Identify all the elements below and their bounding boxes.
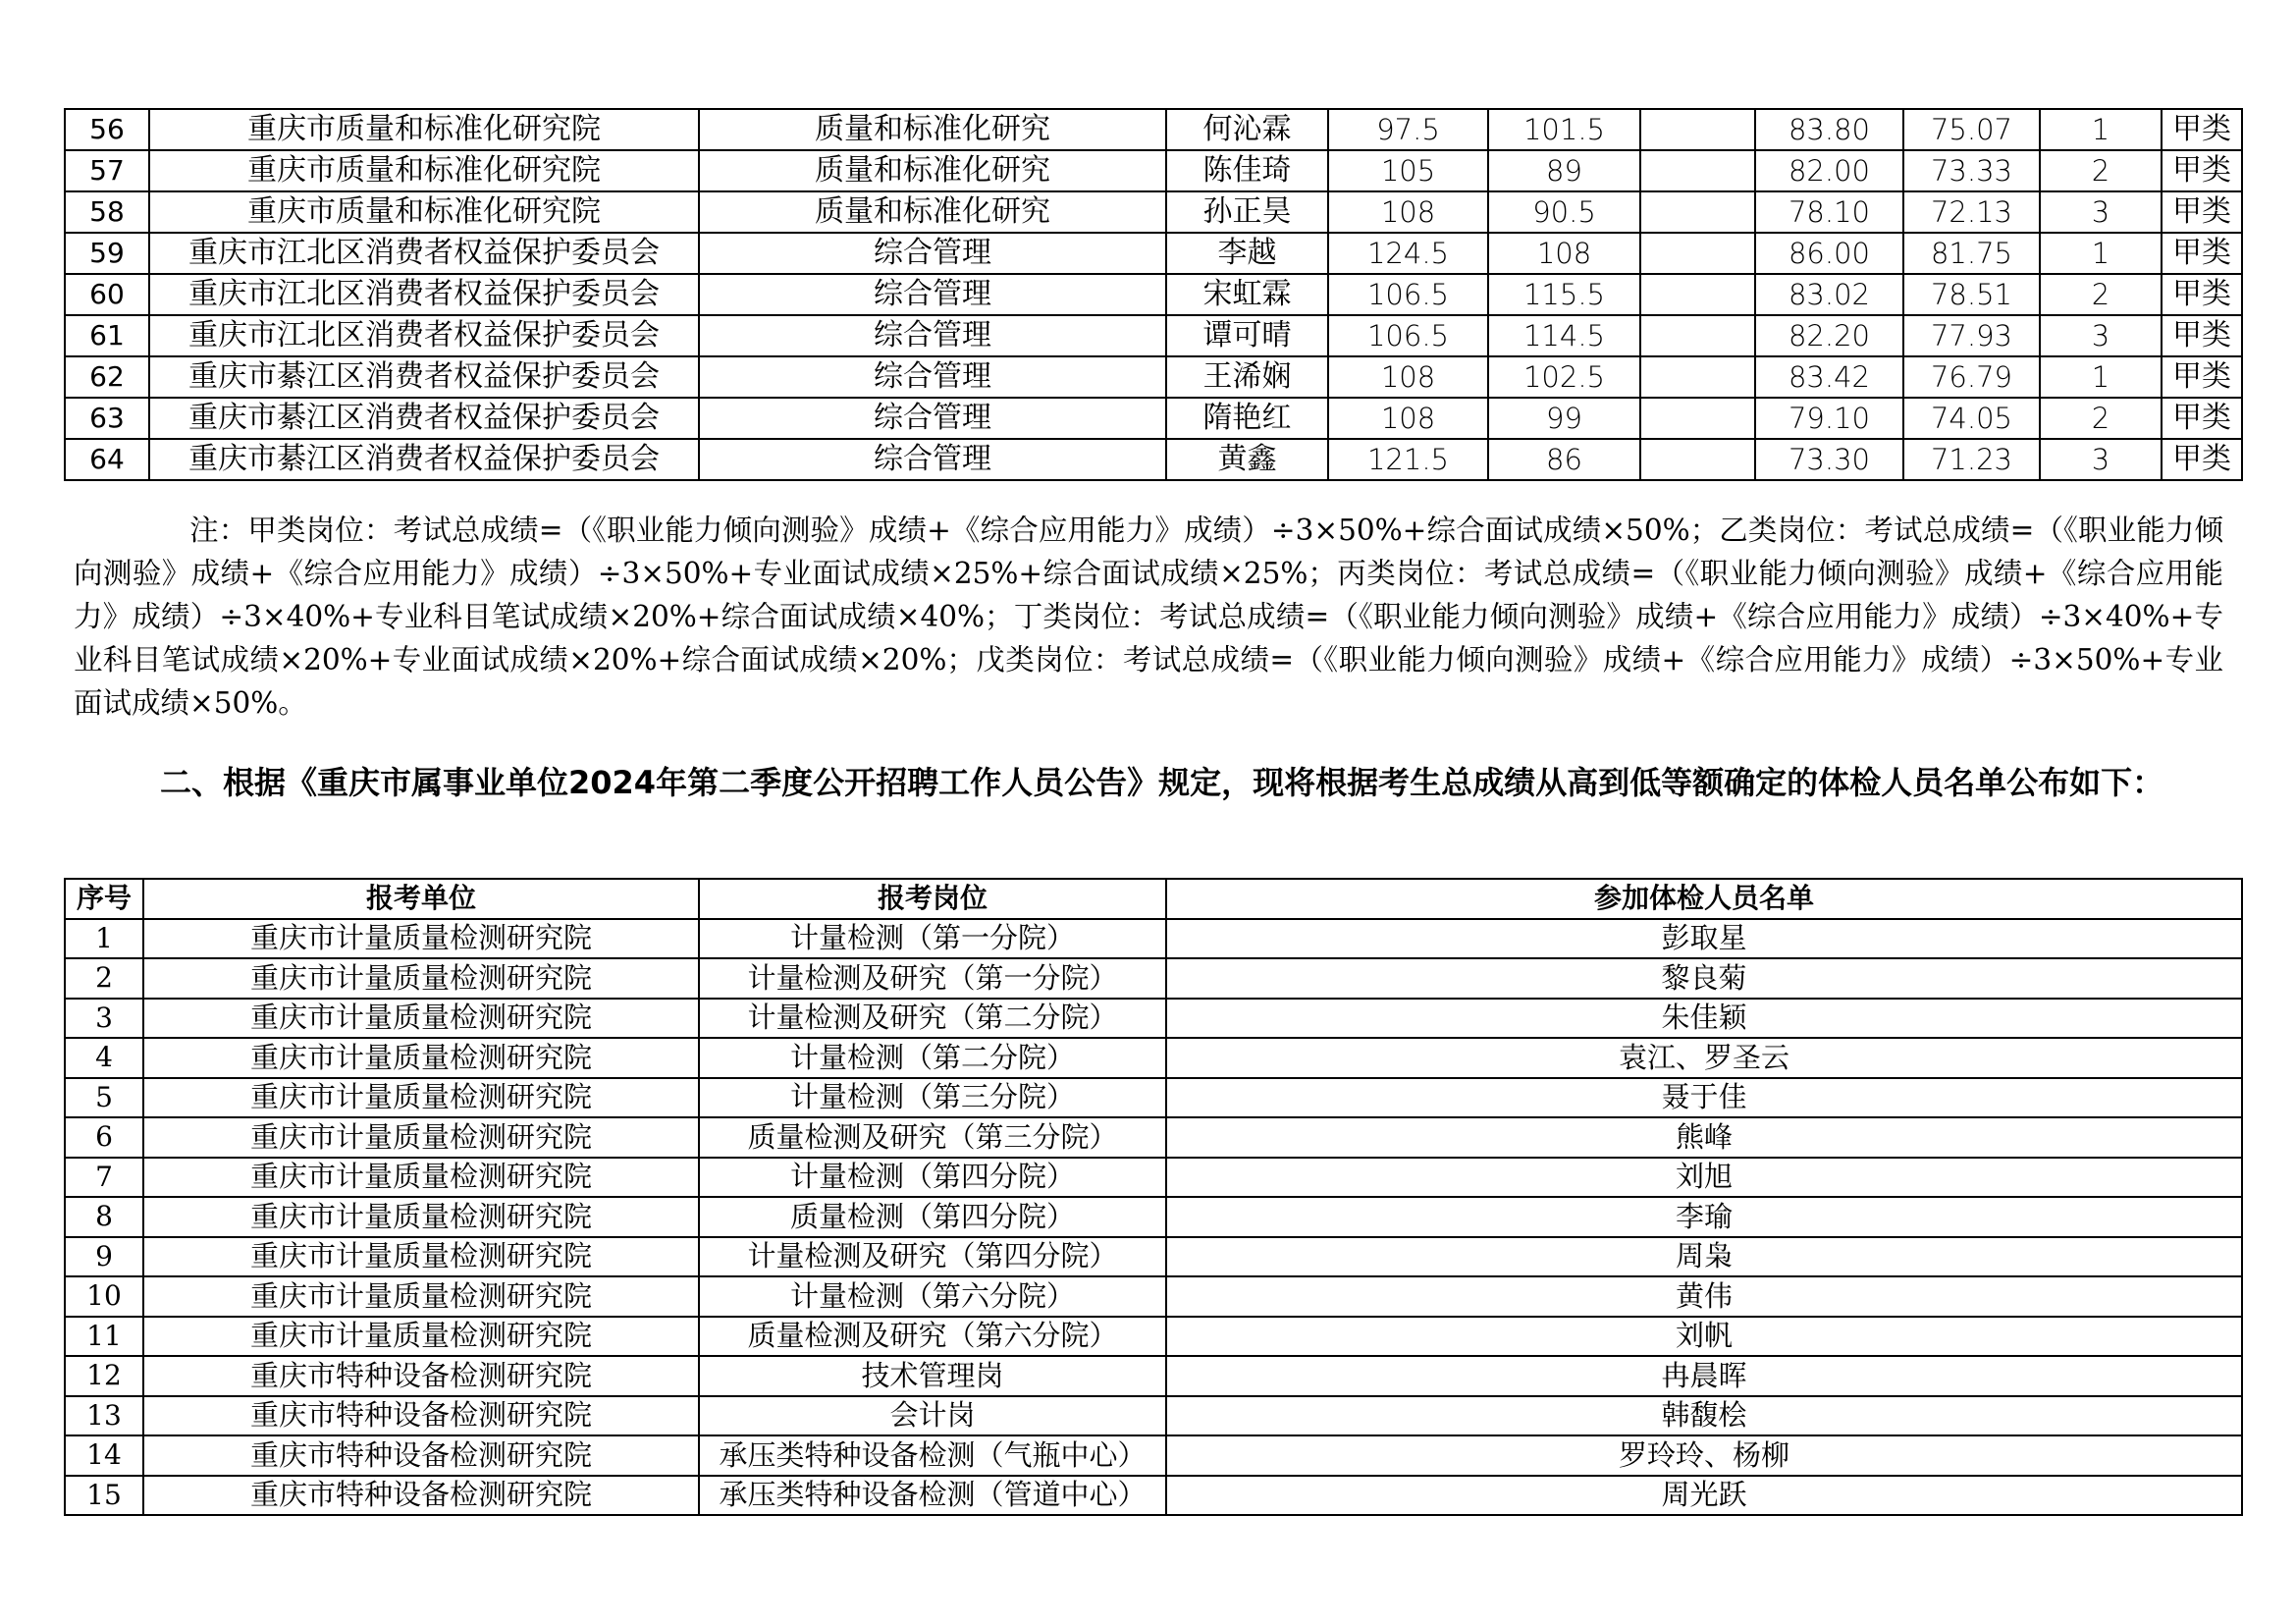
cell-name: 李越 bbox=[1166, 233, 1328, 274]
table-row bbox=[65, 315, 2242, 356]
cell-interview: 83.02 bbox=[1755, 274, 1903, 315]
cell-unit: 重庆市计量质量检测研究院 bbox=[143, 1276, 699, 1317]
cell-post: 质量和标准化研究 bbox=[699, 109, 1166, 150]
cell-unit: 重庆市江北区消费者权益保护委员会 bbox=[149, 315, 699, 356]
cell-unit: 重庆市计量质量检测研究院 bbox=[143, 1317, 699, 1357]
cell-unit: 重庆市计量质量检测研究院 bbox=[143, 1158, 699, 1198]
cell-names: 朱佳颖 bbox=[1166, 999, 2242, 1039]
cell-no: 4 bbox=[65, 1038, 143, 1078]
cell-post: 计量检测及研究（第四分院） bbox=[699, 1237, 1166, 1277]
cell-score-1: 108 bbox=[1328, 191, 1488, 233]
cell-score-2: 114.5 bbox=[1488, 315, 1640, 356]
table-row bbox=[65, 191, 2242, 233]
table-row bbox=[65, 356, 2242, 398]
cell-names: 彭取星 bbox=[1166, 919, 2242, 959]
table-row bbox=[65, 1237, 2242, 1277]
cell-type: 甲类 bbox=[2162, 233, 2242, 274]
cell-unit: 重庆市特种设备检测研究院 bbox=[143, 1435, 699, 1476]
cell-post: 计量检测及研究（第一分院） bbox=[699, 958, 1166, 999]
cell-interview: 73.30 bbox=[1755, 439, 1903, 480]
cell-type: 甲类 bbox=[2162, 439, 2242, 480]
table-header-row bbox=[65, 879, 2242, 919]
cell-type: 甲类 bbox=[2162, 274, 2242, 315]
cell-unit: 重庆市计量质量检测研究院 bbox=[143, 1237, 699, 1277]
cell-no: 63 bbox=[65, 398, 149, 439]
medical-exam-table bbox=[64, 878, 2243, 1516]
cell-unit: 重庆市綦江区消费者权益保护委员会 bbox=[149, 356, 699, 398]
cell-post: 综合管理 bbox=[699, 356, 1166, 398]
cell-post: 计量检测（第一分院） bbox=[699, 919, 1166, 959]
table-row bbox=[65, 150, 2242, 191]
table-row bbox=[65, 958, 2242, 999]
cell-total: 77.93 bbox=[1903, 315, 2040, 356]
cell-total: 73.33 bbox=[1903, 150, 2040, 191]
cell-interview: 82.20 bbox=[1755, 315, 1903, 356]
cell-post: 综合管理 bbox=[699, 274, 1166, 315]
header-names: 参加体检人员名单 bbox=[1166, 879, 2242, 919]
cell-no: 9 bbox=[65, 1237, 143, 1277]
cell-no: 61 bbox=[65, 315, 149, 356]
table-row bbox=[65, 1038, 2242, 1078]
cell-rank: 3 bbox=[2040, 191, 2162, 233]
cell-score-3 bbox=[1640, 398, 1755, 439]
cell-score-2: 102.5 bbox=[1488, 356, 1640, 398]
cell-score-3 bbox=[1640, 356, 1755, 398]
cell-rank: 2 bbox=[2040, 274, 2162, 315]
cell-name: 黄鑫 bbox=[1166, 439, 1328, 480]
cell-interview: 86.00 bbox=[1755, 233, 1903, 274]
cell-post: 质量检测及研究（第三分院） bbox=[699, 1117, 1166, 1158]
cell-names: 黄伟 bbox=[1166, 1276, 2242, 1317]
cell-score-1: 97.5 bbox=[1328, 109, 1488, 150]
cell-names: 罗玲玲、杨柳 bbox=[1166, 1435, 2242, 1476]
table-row bbox=[65, 274, 2242, 315]
table-row bbox=[65, 398, 2242, 439]
cell-name: 宋虹霖 bbox=[1166, 274, 1328, 315]
cell-unit: 重庆市江北区消费者权益保护委员会 bbox=[149, 233, 699, 274]
cell-total: 78.51 bbox=[1903, 274, 2040, 315]
cell-unit: 重庆市特种设备检测研究院 bbox=[143, 1476, 699, 1516]
cell-type: 甲类 bbox=[2162, 315, 2242, 356]
table-row bbox=[65, 109, 2242, 150]
cell-no: 56 bbox=[65, 109, 149, 150]
cell-post: 质量检测及研究（第六分院） bbox=[699, 1317, 1166, 1357]
cell-no: 3 bbox=[65, 999, 143, 1039]
cell-total: 81.75 bbox=[1903, 233, 2040, 274]
cell-unit: 重庆市计量质量检测研究院 bbox=[143, 1078, 699, 1118]
cell-unit: 重庆市质量和标准化研究院 bbox=[149, 191, 699, 233]
cell-names: 韩馥桧 bbox=[1166, 1396, 2242, 1436]
section-two-text: 二、根据《重庆市属事业单位2024年第二季度公开招聘工作人员公告》规定，现将根据考生总成绩从高到低等额确定的体检人员名单公布如下： bbox=[160, 764, 2164, 801]
cell-rank: 3 bbox=[2040, 315, 2162, 356]
cell-rank: 2 bbox=[2040, 398, 2162, 439]
cell-unit: 重庆市綦江区消费者权益保护委员会 bbox=[149, 398, 699, 439]
header-unit: 报考单位 bbox=[143, 879, 699, 919]
cell-score-2: 115.5 bbox=[1488, 274, 1640, 315]
table-row bbox=[65, 1476, 2242, 1516]
cell-interview: 82.00 bbox=[1755, 150, 1903, 191]
table-row bbox=[65, 1078, 2242, 1118]
cell-score-1: 106.5 bbox=[1328, 274, 1488, 315]
cell-type: 甲类 bbox=[2162, 398, 2242, 439]
cell-name: 谭可晴 bbox=[1166, 315, 1328, 356]
cell-unit: 重庆市特种设备检测研究院 bbox=[143, 1396, 699, 1436]
cell-interview: 78.10 bbox=[1755, 191, 1903, 233]
cell-post: 承压类特种设备检测（气瓶中心） bbox=[699, 1435, 1166, 1476]
cell-score-3 bbox=[1640, 439, 1755, 480]
cell-score-2: 90.5 bbox=[1488, 191, 1640, 233]
cell-type: 甲类 bbox=[2162, 109, 2242, 150]
cell-post: 计量检测（第二分院） bbox=[699, 1038, 1166, 1078]
cell-unit: 重庆市綦江区消费者权益保护委员会 bbox=[149, 439, 699, 480]
cell-no: 58 bbox=[65, 191, 149, 233]
table-row bbox=[65, 1158, 2242, 1198]
cell-names: 周枭 bbox=[1166, 1237, 2242, 1277]
table-row bbox=[65, 439, 2242, 480]
cell-score-3 bbox=[1640, 233, 1755, 274]
cell-name: 孙正昊 bbox=[1166, 191, 1328, 233]
cell-names: 刘帆 bbox=[1166, 1317, 2242, 1357]
cell-interview: 83.80 bbox=[1755, 109, 1903, 150]
cell-unit: 重庆市计量质量检测研究院 bbox=[143, 919, 699, 959]
cell-unit: 重庆市计量质量检测研究院 bbox=[143, 1197, 699, 1237]
cell-unit: 重庆市质量和标准化研究院 bbox=[149, 109, 699, 150]
cell-no: 15 bbox=[65, 1476, 143, 1516]
cell-score-3 bbox=[1640, 274, 1755, 315]
cell-post: 会计岗 bbox=[699, 1396, 1166, 1436]
cell-type: 甲类 bbox=[2162, 191, 2242, 233]
cell-no: 12 bbox=[65, 1356, 143, 1396]
cell-name: 何沁霖 bbox=[1166, 109, 1328, 150]
cell-interview: 83.42 bbox=[1755, 356, 1903, 398]
cell-post: 技术管理岗 bbox=[699, 1356, 1166, 1396]
cell-total: 72.13 bbox=[1903, 191, 2040, 233]
cell-score-1: 108 bbox=[1328, 356, 1488, 398]
cell-score-1: 106.5 bbox=[1328, 315, 1488, 356]
cell-name: 隋艳红 bbox=[1166, 398, 1328, 439]
section-two-heading bbox=[74, 758, 2233, 807]
cell-names: 聂于佳 bbox=[1166, 1078, 2242, 1118]
cell-post: 综合管理 bbox=[699, 398, 1166, 439]
cell-score-3 bbox=[1640, 150, 1755, 191]
cell-no: 2 bbox=[65, 958, 143, 999]
cell-unit: 重庆市江北区消费者权益保护委员会 bbox=[149, 274, 699, 315]
cell-score-3 bbox=[1640, 315, 1755, 356]
cell-unit: 重庆市计量质量检测研究院 bbox=[143, 999, 699, 1039]
cell-no: 11 bbox=[65, 1317, 143, 1357]
scoring-note-text: 注：甲类岗位：考试总成绩=（《职业能力倾向测验》成绩+《综合应用能力》成绩）÷3×50%+综合面试成绩×50%；乙类岗位：考试总成绩=（《职业能力倾向测验》成绩+《综合应用能力》成绩）÷3×50%+专业面试成绩×25%+综合面试成绩×25%；丙类岗位：考试总成绩=（《职业能力倾向测验》成绩+《综合应用能力》成绩）÷3×40%+专业科目笔试成绩×20%+综合面试成绩×40%；丁类岗位：考试总成绩=（《职业能力倾向测验》成绩+《综合应用能力》成绩）÷3×40%+专业科目笔试成绩×20%+专业面试成绩×20%+综合面试成绩×20%；戊类岗位：考试总成绩=（《职业能力倾向测验》成绩+《综合应用能力》成绩）÷3×50%+专业面试成绩×50%。 bbox=[74, 514, 2223, 720]
cell-unit: 重庆市计量质量检测研究院 bbox=[143, 1038, 699, 1078]
cell-post: 计量检测及研究（第二分院） bbox=[699, 999, 1166, 1039]
cell-post: 计量检测（第三分院） bbox=[699, 1078, 1166, 1118]
cell-rank: 2 bbox=[2040, 150, 2162, 191]
table-row bbox=[65, 1396, 2242, 1436]
cell-post: 综合管理 bbox=[699, 439, 1166, 480]
cell-name: 陈佳琦 bbox=[1166, 150, 1328, 191]
cell-interview: 79.10 bbox=[1755, 398, 1903, 439]
cell-score-2: 99 bbox=[1488, 398, 1640, 439]
table-row bbox=[65, 1117, 2242, 1158]
cell-no: 14 bbox=[65, 1435, 143, 1476]
table-row bbox=[65, 919, 2242, 959]
cell-rank: 1 bbox=[2040, 356, 2162, 398]
cell-no: 59 bbox=[65, 233, 149, 274]
scores-table bbox=[64, 108, 2243, 481]
cell-no: 13 bbox=[65, 1396, 143, 1436]
cell-post: 综合管理 bbox=[699, 233, 1166, 274]
table-row bbox=[65, 1356, 2242, 1396]
cell-names: 袁江、罗圣云 bbox=[1166, 1038, 2242, 1078]
cell-score-2: 89 bbox=[1488, 150, 1640, 191]
cell-no: 1 bbox=[65, 919, 143, 959]
cell-post: 综合管理 bbox=[699, 315, 1166, 356]
cell-total: 74.05 bbox=[1903, 398, 2040, 439]
cell-no: 57 bbox=[65, 150, 149, 191]
cell-no: 60 bbox=[65, 274, 149, 315]
cell-post: 承压类特种设备检测（管道中心） bbox=[699, 1476, 1166, 1516]
cell-names: 熊峰 bbox=[1166, 1117, 2242, 1158]
cell-no: 7 bbox=[65, 1158, 143, 1198]
cell-names: 冉晨晖 bbox=[1166, 1356, 2242, 1396]
cell-unit: 重庆市计量质量检测研究院 bbox=[143, 1117, 699, 1158]
cell-post: 质量和标准化研究 bbox=[699, 150, 1166, 191]
cell-type: 甲类 bbox=[2162, 150, 2242, 191]
cell-no: 62 bbox=[65, 356, 149, 398]
cell-no: 8 bbox=[65, 1197, 143, 1237]
cell-score-2: 108 bbox=[1488, 233, 1640, 274]
cell-score-3 bbox=[1640, 191, 1755, 233]
cell-post: 质量和标准化研究 bbox=[699, 191, 1166, 233]
table-row bbox=[65, 1435, 2242, 1476]
cell-score-1: 121.5 bbox=[1328, 439, 1488, 480]
header-no: 序号 bbox=[65, 879, 143, 919]
cell-post: 质量检测（第四分院） bbox=[699, 1197, 1166, 1237]
cell-unit: 重庆市计量质量检测研究院 bbox=[143, 958, 699, 999]
cell-score-1: 108 bbox=[1328, 398, 1488, 439]
cell-post: 计量检测（第六分院） bbox=[699, 1276, 1166, 1317]
cell-score-2: 101.5 bbox=[1488, 109, 1640, 150]
table-row bbox=[65, 1317, 2242, 1357]
cell-score-1: 105 bbox=[1328, 150, 1488, 191]
cell-no: 64 bbox=[65, 439, 149, 480]
table-row bbox=[65, 1197, 2242, 1237]
cell-name: 王浠娴 bbox=[1166, 356, 1328, 398]
scoring-note bbox=[74, 509, 2223, 725]
cell-rank: 1 bbox=[2040, 233, 2162, 274]
table-row bbox=[65, 233, 2242, 274]
header-post: 报考岗位 bbox=[699, 879, 1166, 919]
cell-type: 甲类 bbox=[2162, 356, 2242, 398]
table-row bbox=[65, 999, 2242, 1039]
cell-rank: 1 bbox=[2040, 109, 2162, 150]
cell-post: 计量检测（第四分院） bbox=[699, 1158, 1166, 1198]
cell-no: 6 bbox=[65, 1117, 143, 1158]
cell-unit: 重庆市特种设备检测研究院 bbox=[143, 1356, 699, 1396]
cell-score-1: 124.5 bbox=[1328, 233, 1488, 274]
cell-names: 李瑜 bbox=[1166, 1197, 2242, 1237]
cell-total: 76.79 bbox=[1903, 356, 2040, 398]
cell-no: 5 bbox=[65, 1078, 143, 1118]
table-row bbox=[65, 1276, 2242, 1317]
cell-rank: 3 bbox=[2040, 439, 2162, 480]
cell-total: 75.07 bbox=[1903, 109, 2040, 150]
cell-names: 周光跃 bbox=[1166, 1476, 2242, 1516]
cell-score-3 bbox=[1640, 109, 1755, 150]
cell-no: 10 bbox=[65, 1276, 143, 1317]
cell-total: 71.23 bbox=[1903, 439, 2040, 480]
cell-names: 刘旭 bbox=[1166, 1158, 2242, 1198]
cell-score-2: 86 bbox=[1488, 439, 1640, 480]
cell-names: 黎良菊 bbox=[1166, 958, 2242, 999]
cell-unit: 重庆市质量和标准化研究院 bbox=[149, 150, 699, 191]
